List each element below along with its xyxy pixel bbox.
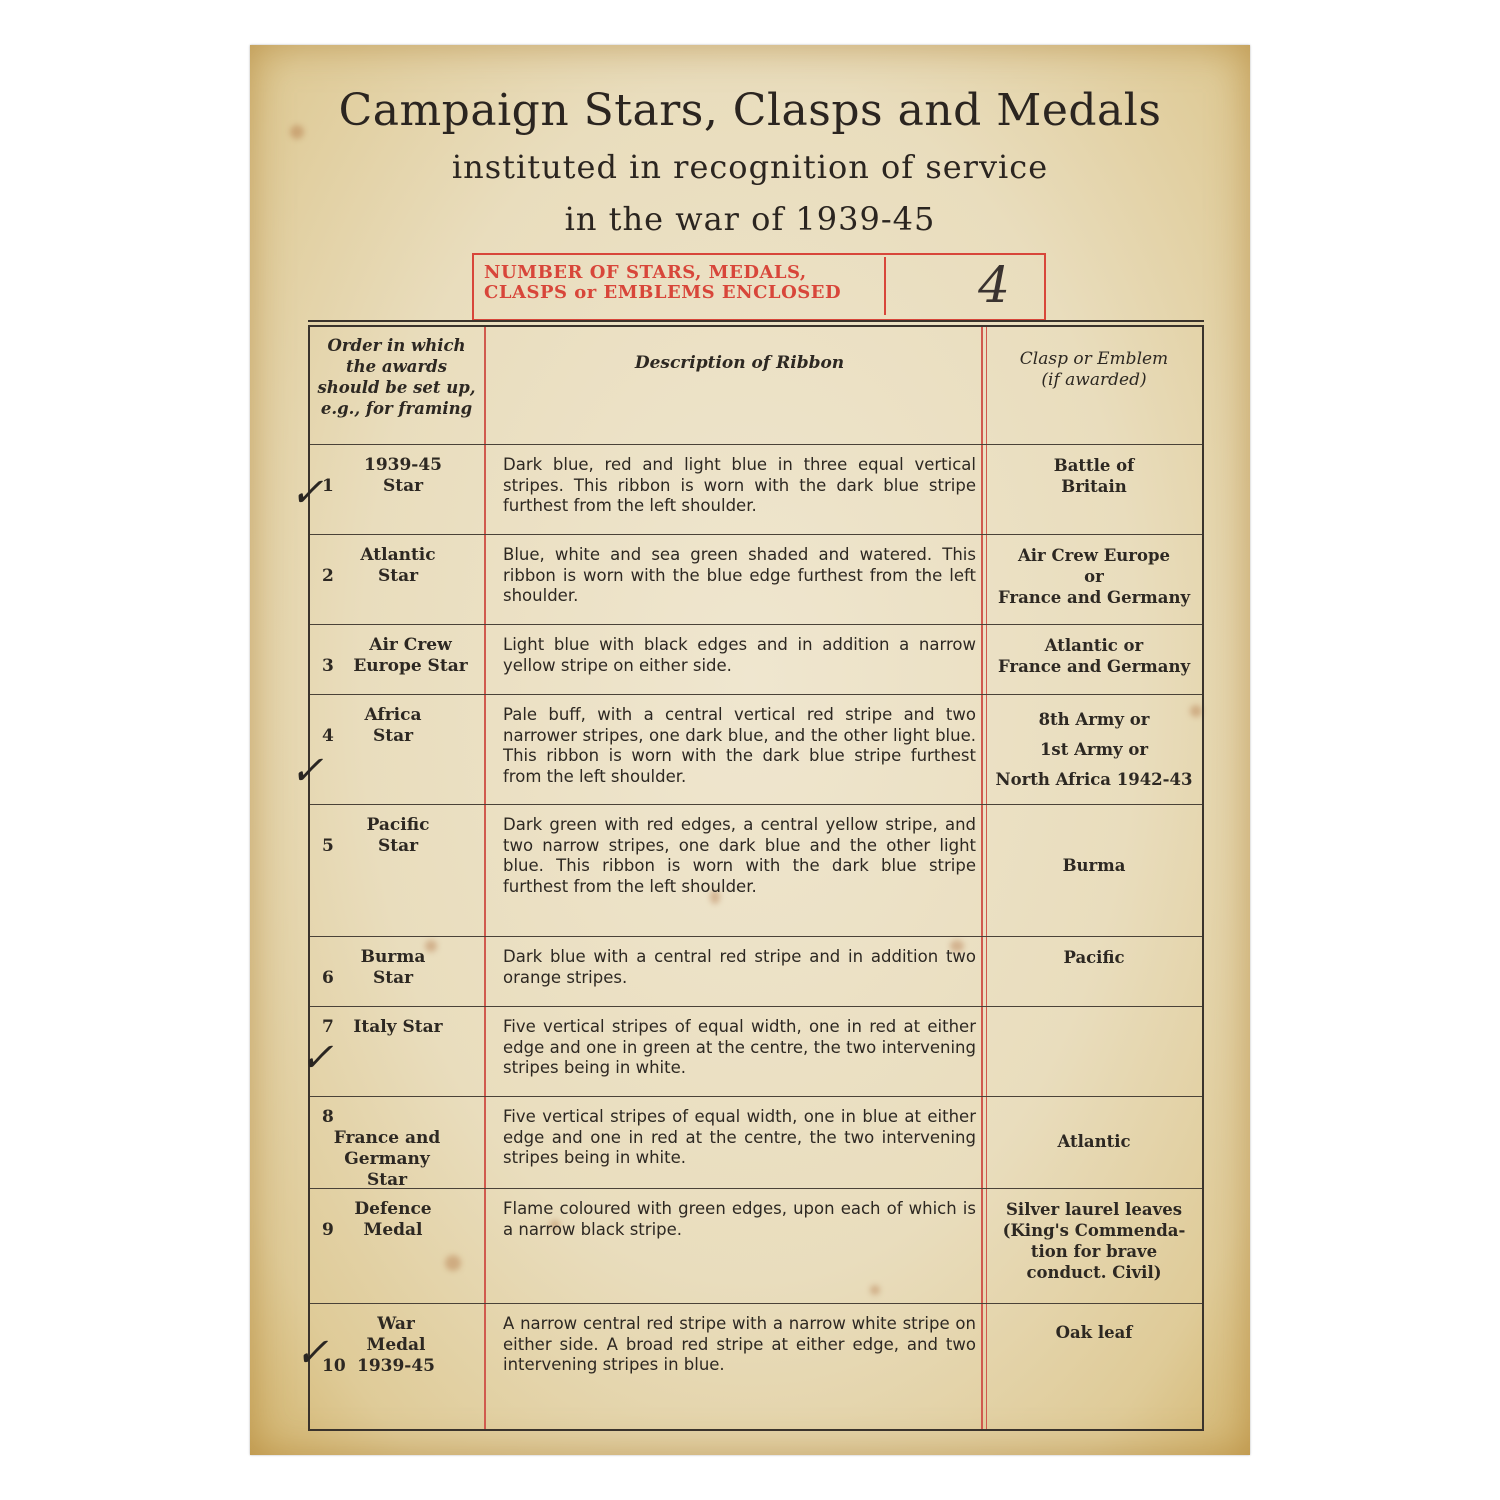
table-row	[310, 1007, 1202, 1097]
ribbon-description: Light blue with black edges and in addition a narrow yellow stripe on either side.	[503, 635, 976, 675]
clasp-text: Air Crew Europe or France and Germany	[997, 546, 1191, 607]
count-label-line2: CLASPS or EMBLEMS ENCLOSED	[484, 282, 842, 303]
award-number: 1	[322, 476, 334, 496]
check-mark-icon: ✓	[290, 748, 324, 794]
check-mark-icon: ✓	[290, 470, 324, 516]
award-name: Africa Star	[364, 705, 422, 746]
clasp-text: Silver laurel leaves (King's Commenda- tion for brave conduct. Civil)	[1002, 1200, 1186, 1282]
award-name: Atlantic Star	[360, 545, 436, 586]
table-row	[310, 1189, 1202, 1304]
table-row	[310, 625, 1202, 695]
table-double-rule	[308, 320, 1204, 322]
enclosed-count-box	[472, 253, 1046, 321]
award-number: 3	[322, 656, 334, 676]
ribbon-description: A narrow central red stripe with a narrow white stripe on either side. A broad red stripe at either edge, and two intervening stripes in blue.	[503, 1314, 976, 1374]
award-name: Air Crew Europe Star	[353, 635, 468, 676]
award-name: Pacific Star	[366, 815, 430, 856]
award-number: 5	[322, 836, 334, 856]
award-name: 1939-45 Star	[363, 455, 443, 496]
clasp-text: 8th Army or 1st Army or North Africa 1942-43	[995, 710, 1193, 789]
clasp-text: Oak leaf	[1055, 1323, 1133, 1342]
table-row	[310, 1097, 1202, 1189]
table-row	[310, 535, 1202, 625]
award-number: 10	[322, 1356, 346, 1376]
award-name-cell	[310, 1189, 483, 1241]
table-row	[310, 445, 1202, 535]
ribbon-description: Pale buff, with a central vertical red stripe and two narrower stripes, one dark blue, and the other light blue. This ribbon is worn with the dark blue stripe furthest from the left shoulder.	[503, 705, 976, 786]
award-number: 7	[322, 1017, 334, 1037]
award-name-cell	[310, 1007, 483, 1038]
ribbon-description: Flame coloured with green edges, upon each of which is a narrow black stripe.	[503, 1199, 976, 1239]
award-name: France and Germany Star	[333, 1128, 441, 1190]
award-number: 4	[322, 726, 334, 746]
enclosed-count-label	[484, 263, 879, 303]
header-clasp: Clasp or Emblem (if awarded)	[1019, 349, 1169, 390]
award-number: 6	[322, 968, 334, 988]
header-order: Order in which the awards should be set up, e.g., for framing	[317, 336, 476, 418]
ribbon-description: Dark green with red edges, a central yellow stripe, and two narrow stripes, one dark blue and the other light blue. This ribbon is worn with the dark blue stripe furthest from the left shoulder.	[503, 815, 976, 896]
award-name-cell	[310, 445, 483, 497]
award-name: Burma Star	[360, 947, 426, 988]
clasp-text: Atlantic	[1057, 1132, 1131, 1151]
check-mark-icon: ✓	[300, 1035, 334, 1081]
ribbon-description: Dark blue with a central red stripe and in addition two orange stripes.	[503, 947, 976, 987]
document-sheet	[250, 45, 1250, 1455]
page-subtitle-line1: instituted in recognition of service	[451, 148, 1049, 186]
page-title: Campaign Stars, Clasps and Medals	[338, 85, 1162, 136]
clasp-text: Atlantic or France and Germany	[997, 636, 1191, 676]
table-row	[310, 937, 1202, 1007]
table-header-row	[310, 327, 1202, 445]
check-mark-icon: ✓	[295, 1330, 329, 1376]
ribbon-description: Five vertical stripes of equal width, one in blue at either edge and one in red at the centre, the two intervening stripes being in white.	[503, 1107, 976, 1167]
award-name-cell	[310, 937, 483, 989]
clasp-text: Battle of Britain	[1053, 456, 1135, 496]
award-name-cell	[310, 1304, 483, 1377]
table-row	[310, 1304, 1202, 1429]
clasp-text: Burma	[1062, 856, 1126, 875]
enclosed-count-value: 4	[978, 256, 1010, 314]
award-name-cell	[310, 695, 483, 747]
awards-table	[308, 325, 1204, 1431]
award-name: War Medal 1939-45	[356, 1314, 436, 1376]
award-name-cell	[310, 1097, 483, 1191]
count-label-line1: NUMBER OF STARS, MEDALS,	[484, 262, 807, 283]
award-number: 9	[322, 1220, 334, 1240]
award-name-cell	[310, 625, 483, 677]
award-name-cell	[310, 535, 483, 587]
ribbon-description: Five vertical stripes of equal width, one in red at either edge and one in green at the centre, the two intervening stripes being in white.	[503, 1017, 976, 1077]
table-row	[310, 695, 1202, 805]
award-name: Italy Star	[353, 1017, 443, 1037]
ribbon-description: Blue, white and sea green shaded and watered. This ribbon is worn with the blue edge furthest from the left shoulder.	[503, 545, 976, 605]
award-number: 2	[322, 566, 334, 586]
award-name: Defence Medal	[354, 1199, 432, 1240]
clasp-text: Pacific	[1063, 948, 1125, 967]
ribbon-description: Dark blue, red and light blue in three equal vertical stripes. This ribbon is worn with the dark blue stripe furthest from the left shoulder.	[503, 455, 976, 515]
clasp-text	[986, 1007, 1202, 1017]
award-number: 8	[322, 1107, 334, 1127]
award-name-cell	[310, 805, 483, 857]
page-subtitle-line2: in the war of 1939-45	[564, 200, 936, 238]
header-description: Description of Ribbon	[634, 353, 845, 373]
count-divider	[884, 257, 886, 315]
table-row	[310, 805, 1202, 937]
